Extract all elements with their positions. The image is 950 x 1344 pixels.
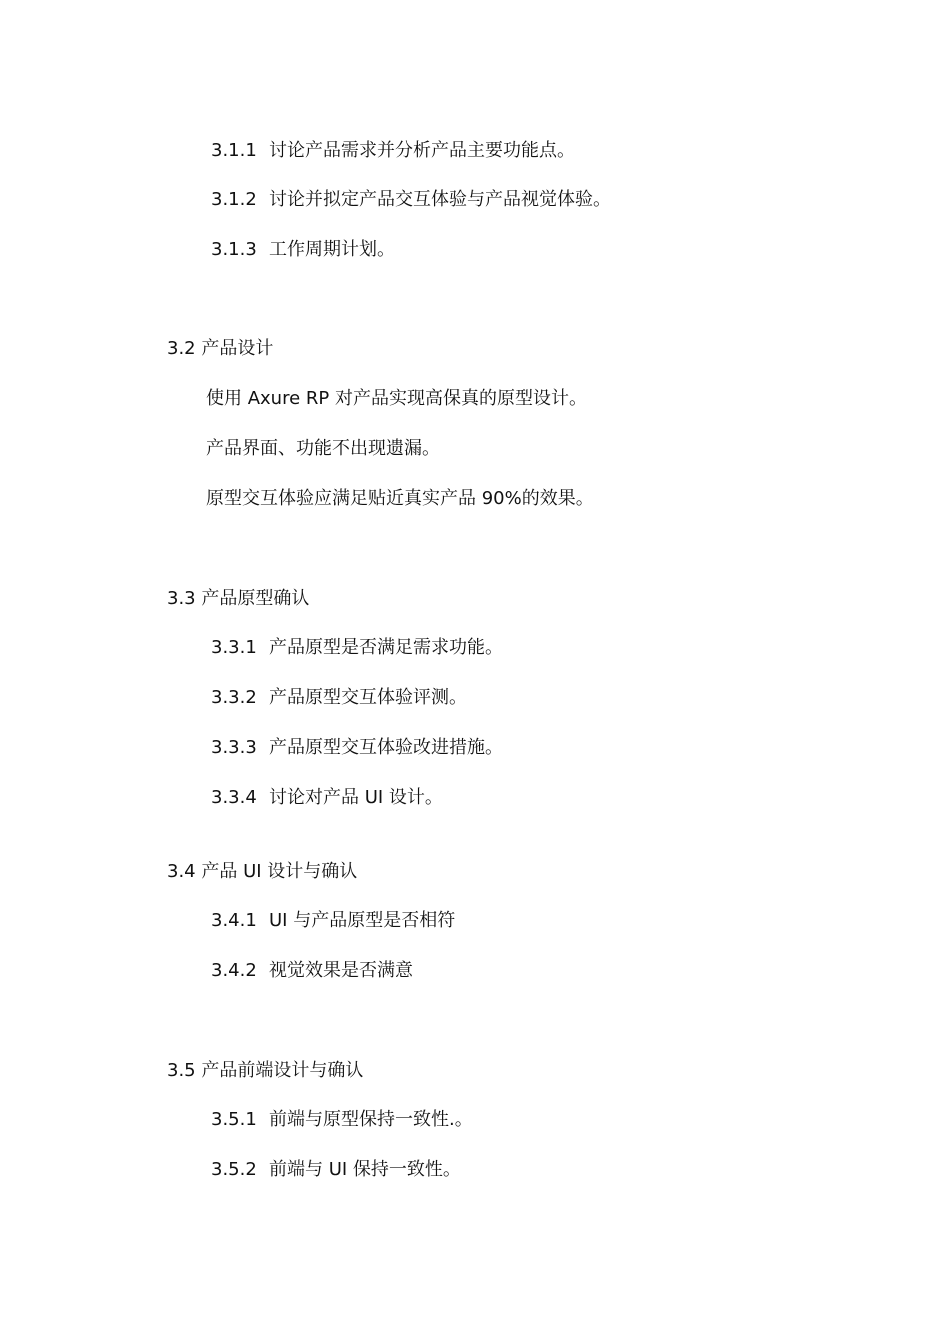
list-item [211,1158,461,1182]
list-item [211,139,575,163]
item-text: 讨论对产品 UI 设计。 [269,787,443,808]
item-number: 3.3.1 [211,637,257,658]
item-number: 3.4.2 [211,960,257,981]
item-text: 视觉效果是否满意 [269,960,413,981]
list-item [211,736,503,760]
item-text: 产品原型交互体验改进措施。 [269,737,503,758]
item-text: 讨论并拟定产品交互体验与产品视觉体验。 [269,189,611,210]
item-number: 3.5.1 [211,1109,257,1130]
item-number: 3.1.1 [211,140,257,161]
section-heading-3-2: 3.2 产品设计 [167,338,274,359]
paragraph: 使用 Axure RP 对产品实现高保真的原型设计。 [206,388,587,409]
item-text: 产品原型是否满足需求功能。 [269,637,503,658]
item-number: 3.1.2 [211,189,257,210]
item-text: 前端与 UI 保持一致性。 [269,1159,461,1180]
list-item [211,786,443,810]
item-text: 讨论产品需求并分析产品主要功能点。 [269,140,575,161]
list-item [211,909,455,933]
item-number: 3.3.2 [211,687,257,708]
item-number: 3.3.4 [211,787,257,808]
item-text: 产品原型交互体验评测。 [269,687,467,708]
list-item [211,959,413,983]
paragraph: 原型交互体验应满足贴近真实产品 90%的效果。 [206,488,594,509]
list-item [211,636,503,660]
section-heading-3-4: 3.4 产品 UI 设计与确认 [167,861,358,882]
item-number: 3.5.2 [211,1159,257,1180]
item-number: 3.4.1 [211,910,257,931]
item-text: UI 与产品原型是否相符 [269,910,456,931]
list-item [211,1108,473,1132]
item-text: 前端与原型保持一致性.。 [269,1109,473,1130]
section-heading-3-5: 3.5 产品前端设计与确认 [167,1060,364,1081]
list-item [211,188,611,212]
item-text: 工作周期计划。 [269,239,395,260]
section-heading-3-3: 3.3 产品原型确认 [167,588,310,609]
list-item [211,238,395,262]
item-number: 3.1.3 [211,239,257,260]
item-number: 3.3.3 [211,737,257,758]
list-item [211,686,467,710]
paragraph: 产品界面、功能不出现遗漏。 [206,438,440,459]
